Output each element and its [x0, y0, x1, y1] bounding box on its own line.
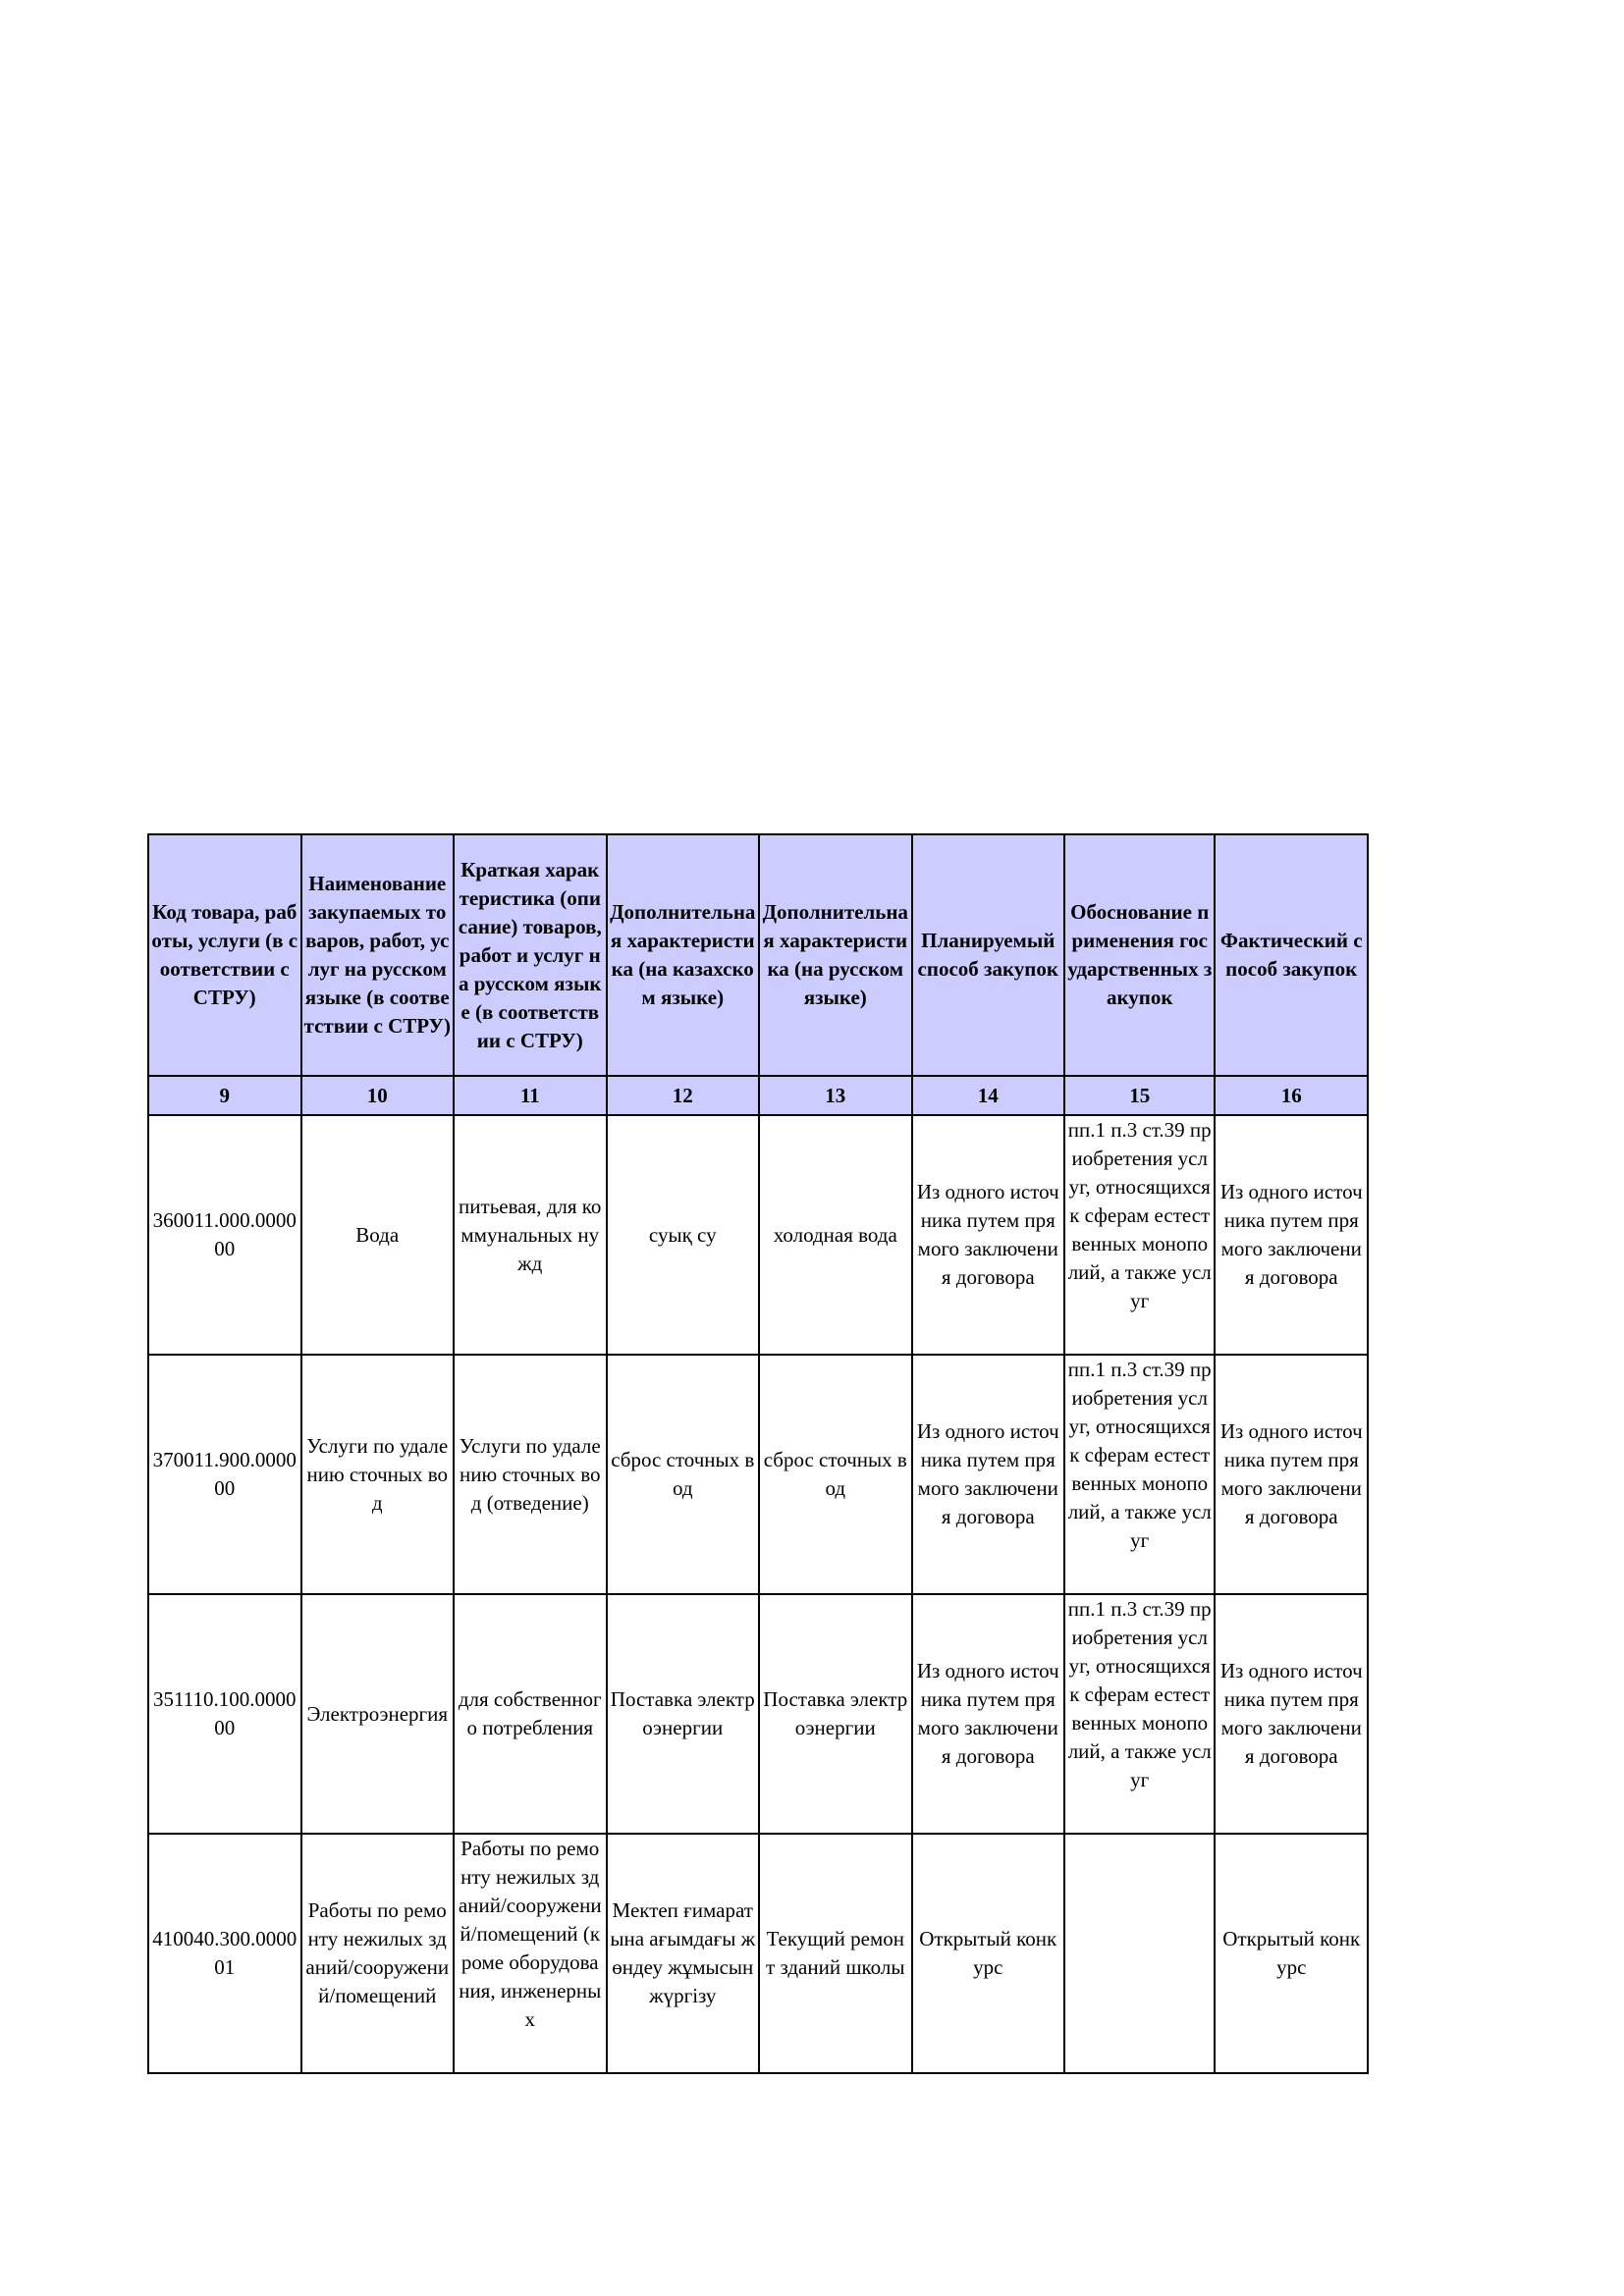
table-cell: Мектеп ғимаратына ағымдағы жөндеу жұмысын жүргізу: [607, 1834, 760, 2073]
table-row: [148, 1355, 1368, 1594]
table-cell: питьевая, для коммунальных нужд: [454, 1115, 607, 1355]
column-number-row: [148, 1076, 1368, 1115]
table-cell: Открытый конкурс: [912, 1834, 1065, 2073]
table-cell: пп.1 п.3 ст.39 приобретения услуг, относящихся к сферам естественных монополий, а также услуг: [1064, 1355, 1215, 1594]
column-number: 11: [454, 1076, 607, 1115]
table-cell: 360011.000.000000: [148, 1115, 301, 1355]
table-cell: 351110.100.000000: [148, 1594, 301, 1834]
table-cell: Услуги по удалению сточных вод: [301, 1355, 455, 1594]
column-number: 12: [607, 1076, 760, 1115]
table-cell: Из одного источника путем прямого заключения договора: [912, 1594, 1065, 1834]
header-cell: Код товара, работы, услуги (в соответствии с СТРУ): [148, 834, 301, 1076]
table-cell: холодная вода: [759, 1115, 912, 1355]
table-cell: Поставка электроэнергии: [607, 1594, 760, 1834]
column-number: 16: [1215, 1076, 1368, 1115]
table-cell: Из одного источника путем прямого заключения договора: [912, 1355, 1065, 1594]
table-cell: Работы по ремонту нежилых зданий/сооружений/помещений (кроме оборудования, инженерных: [454, 1834, 607, 2073]
table-cell: Из одного источника путем прямого заключения договора: [912, 1115, 1065, 1355]
column-number: 15: [1064, 1076, 1215, 1115]
table-cell: 370011.900.000000: [148, 1355, 301, 1594]
table-cell: Работы по ремонту нежилых зданий/сооружений/помещений: [301, 1834, 455, 2073]
table-cell: суық су: [607, 1115, 760, 1355]
header-cell: Наименование закупаемых товаров, работ, услуг на русском языке (в соответствии с СТРУ): [301, 834, 455, 1076]
table-cell: Из одного источника путем прямого заключения договора: [1215, 1355, 1368, 1594]
table-cell: Услуги по удалению сточных вод (отведение): [454, 1355, 607, 1594]
table-cell: Вода: [301, 1115, 455, 1355]
table-cell: пп.1 п.3 ст.39 приобретения услуг, относящихся к сферам естественных монополий, а также услуг: [1064, 1594, 1215, 1834]
column-number: 9: [148, 1076, 301, 1115]
table-cell: Из одного источника путем прямого заключения договора: [1215, 1115, 1368, 1355]
table-cell: [1064, 1834, 1215, 2073]
header-cell: Дополнительная характеристика (на казахском языке): [607, 834, 760, 1076]
header-cell: Обоснование применения государственных закупок: [1064, 834, 1215, 1076]
table-cell: Текущий ремонт зданий школы: [759, 1834, 912, 2073]
table-cell: 410040.300.000001: [148, 1834, 301, 2073]
header-cell: Дополнительная характеристика (на русском языке): [759, 834, 912, 1076]
column-number: 14: [912, 1076, 1065, 1115]
table-cell: Электроэнергия: [301, 1594, 455, 1834]
table-cell: сброс сточных вод: [759, 1355, 912, 1594]
procurement-table: [147, 833, 1369, 2074]
header-row: [148, 834, 1368, 1076]
table-cell: пп.1 п.3 ст.39 приобретения услуг, относящихся к сферам естественных монополий, а также услуг: [1064, 1115, 1215, 1355]
table-row: [148, 1594, 1368, 1834]
table-cell: сброс сточных вод: [607, 1355, 760, 1594]
table-cell: Открытый конкурс: [1215, 1834, 1368, 2073]
column-number: 13: [759, 1076, 912, 1115]
table-cell: Поставка электроэнергии: [759, 1594, 912, 1834]
table-cell: для собственного потребления: [454, 1594, 607, 1834]
header-cell: Краткая характеристика (описание) товаров, работ и услуг на русском языке (в соответствии с СТРУ): [454, 834, 607, 1076]
header-cell: Фактический способ закупок: [1215, 834, 1368, 1076]
table-row: [148, 1834, 1368, 2073]
header-cell: Планируемый способ закупок: [912, 834, 1065, 1076]
table-row: [148, 1115, 1368, 1355]
table-cell: Из одного источника путем прямого заключения договора: [1215, 1594, 1368, 1834]
column-number: 10: [301, 1076, 455, 1115]
